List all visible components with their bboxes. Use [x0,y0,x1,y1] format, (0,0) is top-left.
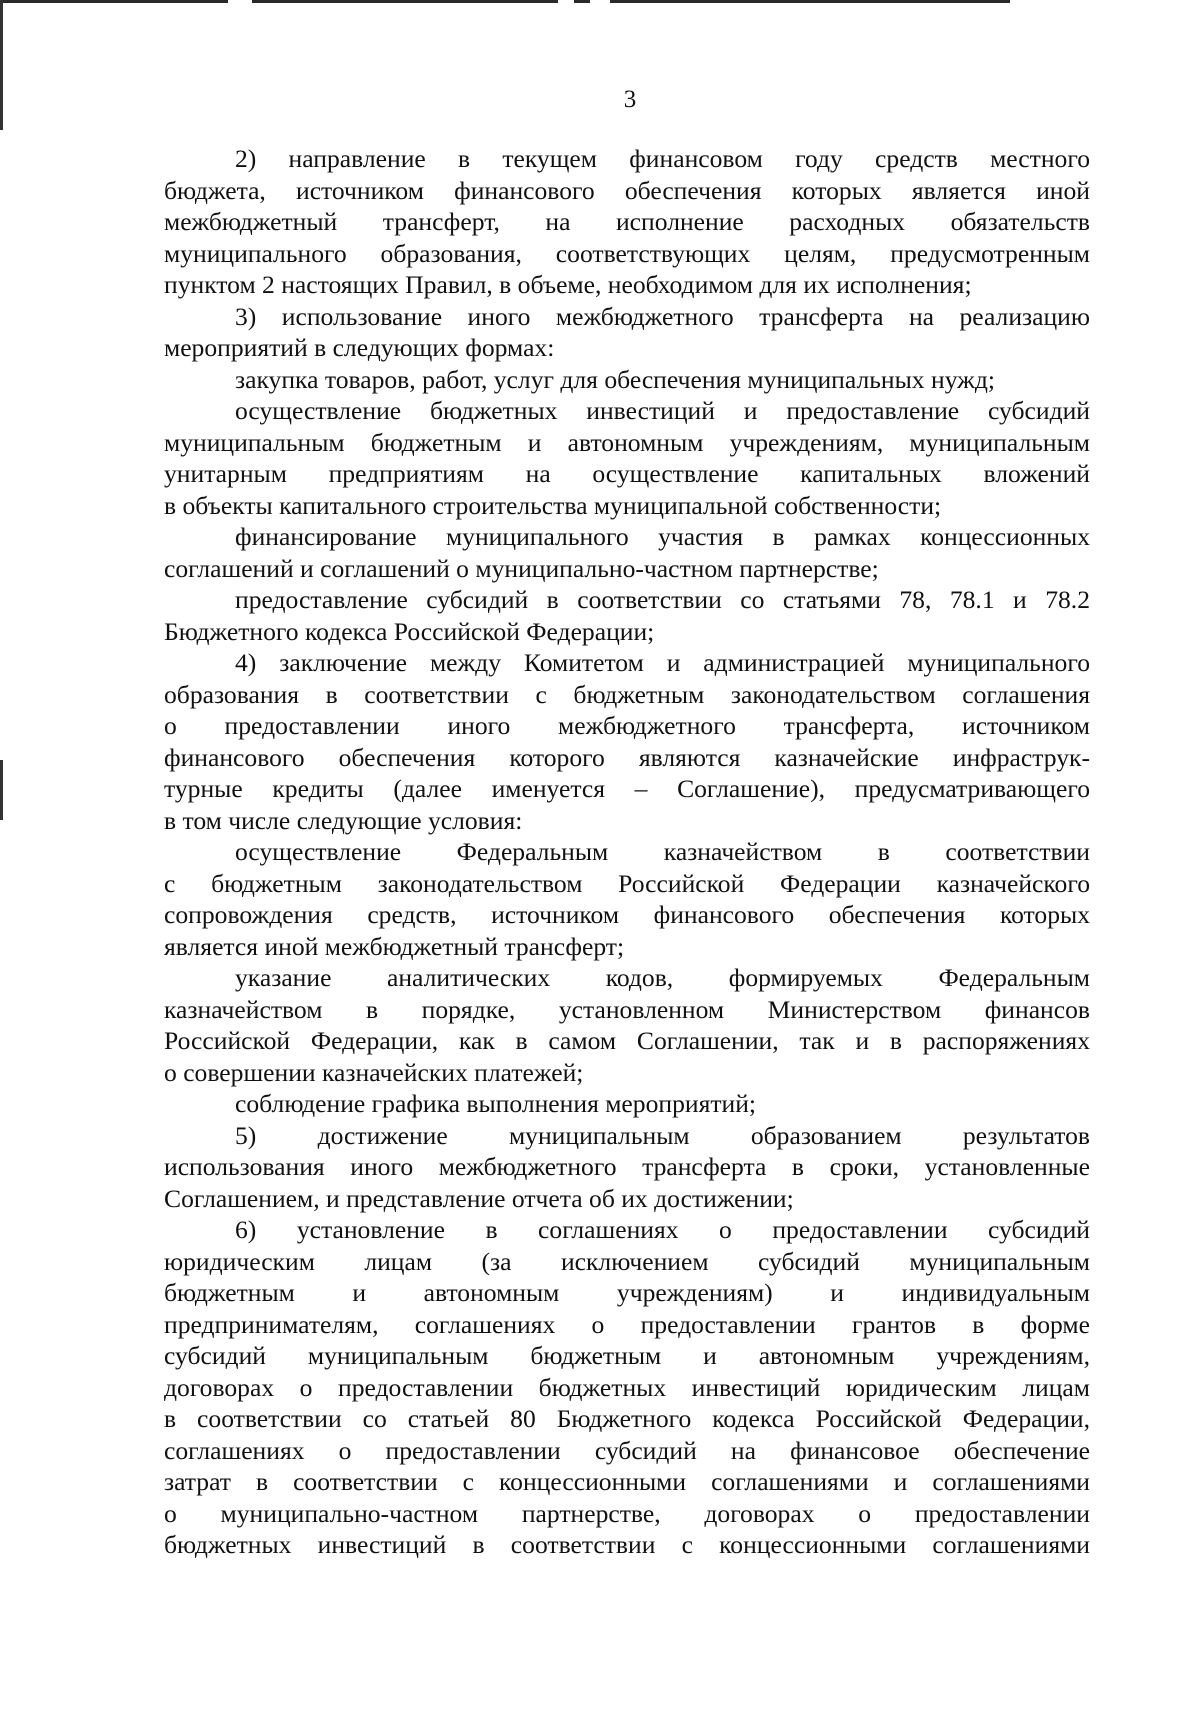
text-line: соглашениях о предоставлении субсидий на финансовое обеспечение [164,1435,1090,1465]
text-line: 2) направление в текущем финансовом году средств местного [235,144,1090,173]
text-line: юридическим лицам (за исключением субсидий муниципальным [164,1246,1090,1276]
text-line: бюджетным и автономным учреждениям) и индивидуальным [164,1278,1090,1307]
text-line: межбюджетный трансферт, на исполнение расходных обязательств [164,207,1090,236]
scan-edge-segment [610,0,1010,3]
text-line: в соответствии со статьей 80 Бюджетного кодекса Российской Федерации, [164,1404,1090,1433]
text-line: использования иного межбюджетного трансферта в сроки, установленные [164,1152,1090,1181]
text-line: в том числе следующие условия: [164,805,523,835]
text-line: осуществление Федеральным казначейством в соответствии [235,837,1090,866]
text-line: унитарным предприятиям на осуществление капитальных вложений [164,459,1090,488]
text-line: является иной межбюджетный трансферт; [164,931,625,961]
text-line: 4) заключение между Комитетом и администрацией муниципального [235,648,1090,677]
text-line: муниципальным бюджетным и автономным учреждениям, муниципальным [164,427,1090,457]
text-line: турные кредиты (далее именуется – Соглашение), предусматривающего [164,774,1090,803]
text-line: сопровождения средств, источником финансового обеспечения которых [164,900,1090,929]
text-line: предоставление субсидий в соответствии со статьями 78, 78.1 и 78.2 [235,585,1090,614]
text-line: с бюджетным законодательством Российской Федерации казначейского [164,868,1090,898]
text-line: закупка товаров, работ, услуг для обеспечения муниципальных нужд; [235,364,995,394]
text-line: 5) достижение муниципальным образованием результатов [235,1120,1090,1150]
text-line: Бюджетного кодекса Российской Федерации; [164,616,655,646]
text-line: казначейством в порядке, установленном Министерством финансов [164,994,1090,1024]
document-body [164,143,1090,1561]
text-line: соглашений и соглашений о муниципально-частном партнерстве; [164,553,879,583]
text-line: 6) установление в соглашениях о предоставлении субсидий [235,1215,1090,1244]
text-line: бюджетных инвестиций в соответствии с концессионными соглашениями [164,1530,1090,1559]
text-line: предпринимателям, соглашениях о предоставлении грантов в форме [164,1309,1090,1339]
text-line: бюджета, источником финансового обеспечения которых является иной [164,175,1090,205]
text-line: финансового обеспечения которого являются казначейские инфраструк- [164,742,1090,772]
text-line: финансирование муниципального участия в рамках концессионных [235,522,1090,551]
text-line: субсидий муниципальным бюджетным и автономным учреждениям, [164,1341,1090,1370]
text-line: образования в соответствии с бюджетным законодательством соглашения [164,679,1090,709]
page-number: 3 [623,86,637,113]
text-line: Российской Федерации, как в самом Соглашении, так и в распоряжениях [164,1026,1090,1055]
text-line: мероприятий в следующих формах: [164,333,555,362]
text-line: о предоставлении иного межбюджетного трансферта, источником [164,711,1090,740]
text-line: муниципального образования, соответствующих целям, предусмотренным [164,238,1090,268]
text-line: договорах о предоставлении бюджетных инвестиций юридическим лицам [164,1372,1090,1402]
text-line: пунктом 2 настоящих Правил, в объеме, необходимом для их исполнения; [164,270,972,299]
text-line: в объекты капитального строительства муниципальной собственности; [164,490,942,520]
text-line: Соглашением, и представление отчета об их достижении; [164,1183,794,1213]
scan-edge-segment [574,0,590,3]
text-line: соблюдение графика выполнения мероприятий; [235,1089,757,1118]
text-line: осуществление бюджетных инвестиций и предоставление субсидий [235,396,1090,425]
scan-edge-segment [252,0,558,3]
text-line: о муниципально-частном партнерстве, договорах о предоставлении [164,1498,1090,1528]
text-line: о совершении казначейских платежей; [164,1057,584,1087]
text-line: 3) использование иного межбюджетного трансферта на реализацию [235,301,1090,331]
scan-edge-top [0,0,1200,4]
scan-edge-segment [0,760,3,820]
text-line: указание аналитических кодов, формируемых Федеральным [235,963,1090,992]
text-line: затрат в соответствии с концессионными соглашениями и соглашениями [164,1467,1090,1496]
scan-edge-left [0,0,4,1712]
scan-edge-segment [0,0,228,3]
